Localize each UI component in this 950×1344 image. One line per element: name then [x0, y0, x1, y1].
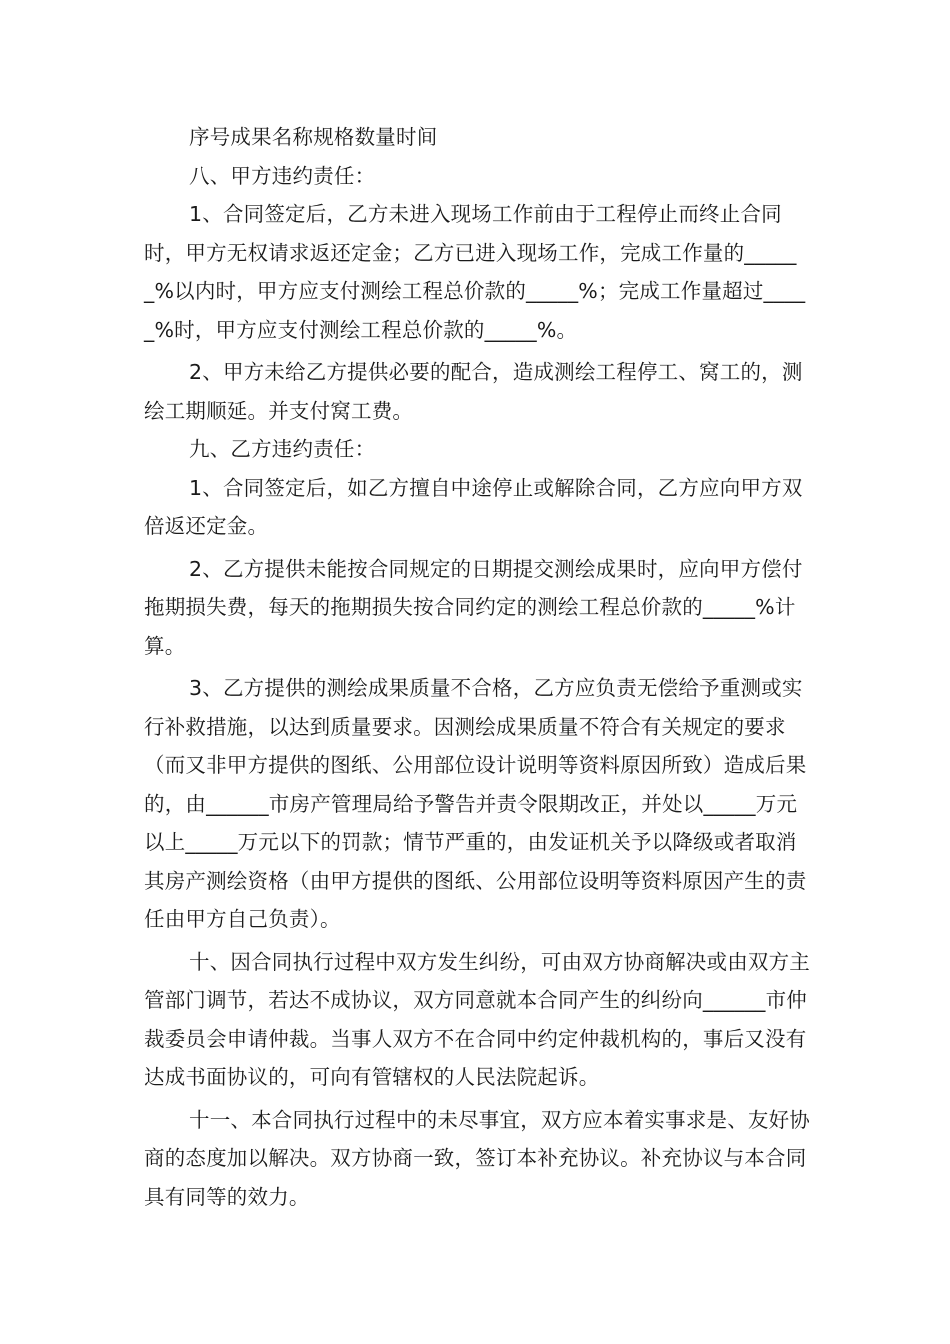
clause-party-b-2: 2、乙方提供未能按合同规定的日期提交测绘成果时，应向甲方偿付拖期损失费，每天的拖期损失按合同约定的测绘工程总价款的_____%计算。 — [144, 556, 803, 658]
clause-dispute-resolution: 十、因合同执行过程中双方发生纠纷，可由双方协商解决或由双方主管部门调节，若达不成协议，双方同意就本合同产生的纠纷向______市仲裁委员会申请仲裁。当事人双方不在合同中约定仲裁机构的，事后又没有达成书面协议的，可向有管辖权的人民法院起诉。 — [144, 949, 810, 1089]
table-header-line: 序号成果名称规格数量时间 — [189, 125, 438, 149]
clause-party-a-2: 2、甲方未给乙方提供必要的配合，造成测绘工程停工、窝工的，测绘工期顺延。并支付窝工费。 — [144, 360, 803, 423]
section-heading-party-b-liability: 九、乙方违约责任： — [189, 437, 376, 461]
document-body — [144, 118, 812, 1216]
clause-party-b-1: 1、合同签定后，如乙方擅自中途停止或解除合同，乙方应向甲方双倍返还定金。 — [144, 475, 803, 538]
clause-party-b-3: 3、乙方提供的测绘成果质量不合格，乙方应负责无偿给予重测或实行补救措施，以达到质量要求。因测绘成果质量不符合有关规定的要求（而又非甲方提供的图纸、公用部位设计说明等资料原因所致）造成后果的，由______市房产管理局给予警告并责令限期改正，并处以_____万元以上_____万元以下的罚款；情节严重的，由发证机关予以降级或者取消其房产测绘资格（由甲方提供的图纸、公用部位设明等资料原因产生的责任由甲方自己负责）。 — [144, 676, 807, 931]
clause-supplementary-agreement: 十一、本合同执行过程中的未尽事宜，双方应本着实事求是、友好协商的态度加以解决。双方协商一致，签订本补充协议。补充协议与本合同具有同等的效力。 — [144, 1107, 810, 1209]
section-heading-party-a-liability: 八、甲方违约责任： — [189, 163, 376, 188]
clause-party-a-1: 1、合同签定后，乙方未进入现场工作前由于工程停止而终止合同时，甲方无权请求返还定金；乙方已进入现场工作，完成工作量的______%以内时，甲方应支付测绘工程总价款的_____%；完成工作量超过_____%时，甲方应支付测绘工程总价款的_____%。 — [144, 202, 806, 342]
